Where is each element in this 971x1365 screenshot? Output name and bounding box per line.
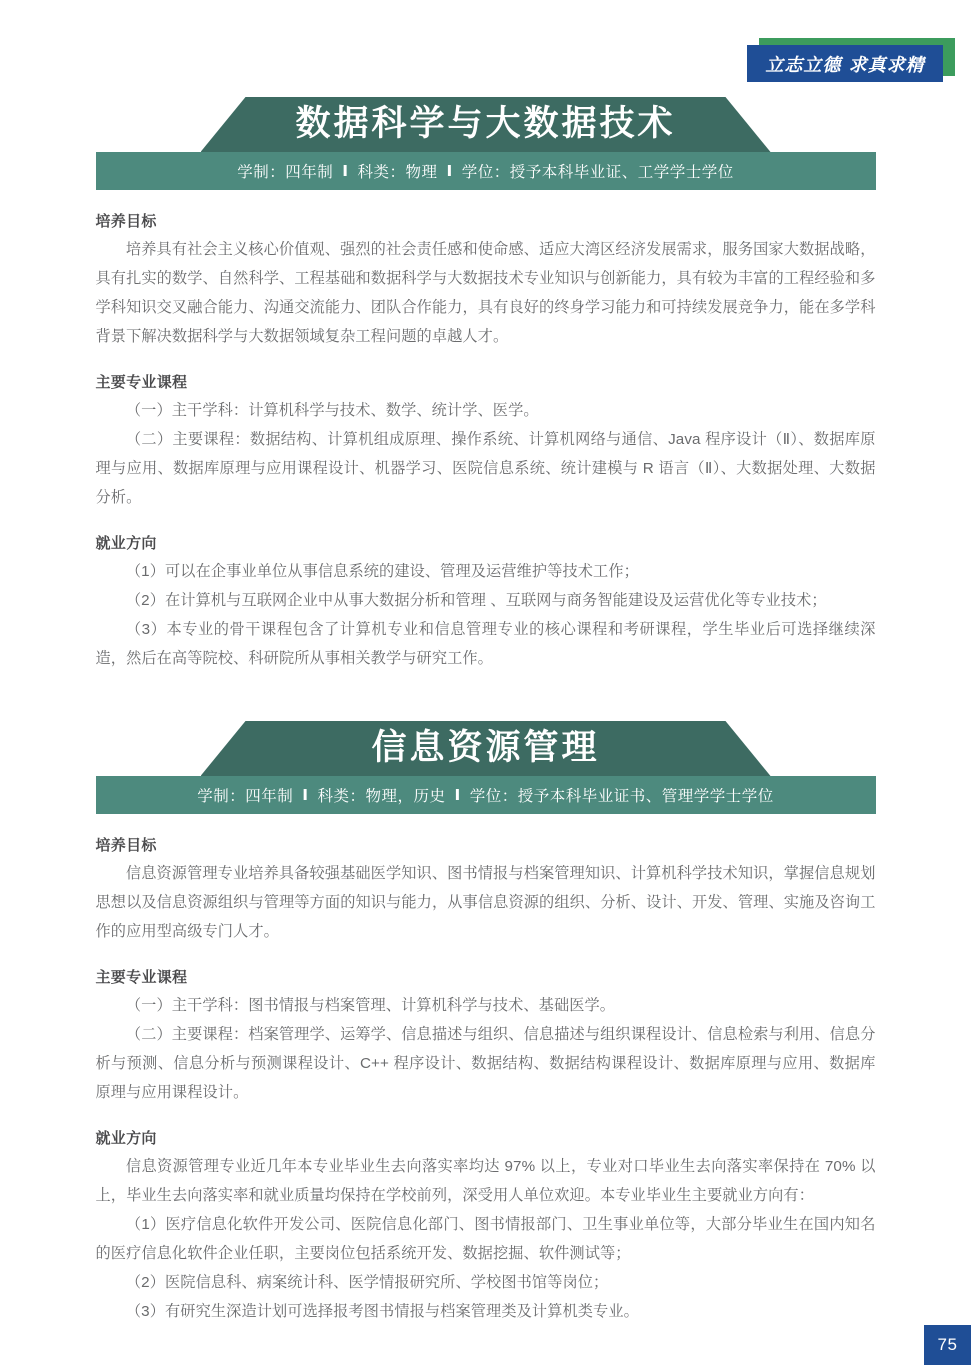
meta-separator-icon: Ⅰ xyxy=(302,786,309,804)
meta-separator-icon: Ⅰ xyxy=(342,162,349,180)
section-paragraph: （1）可以在企事业单位从事信息系统的建设、管理及运营维护等技术工作； xyxy=(125,563,639,580)
section-paragraph: （1）医疗信息化软件开发公司、医院信息化部门、图书情报部门、卫生事业单位等，大部分毕业生在国内知名的医疗信息化软件企业任职，主要岗位包括系统开发、数据挖掘、软件测试等； xyxy=(95,1216,876,1262)
meta-separator-icon: Ⅰ xyxy=(454,786,461,804)
program-title-2: 信息资源管理 xyxy=(371,728,600,767)
section-paragraph: （2）在计算机与互联网企业中从事大数据分析和管理 、互联网与商务智能建设及运营优化等专业技术； xyxy=(125,592,827,609)
page-number-badge: 75 xyxy=(924,1325,971,1365)
section-paragraph: （3）本专业的骨干课程包含了计算机专业和信息管理专业的核心课程和考研课程，学生毕业后可选择继续深造，然后在高等院校、科研院所从事相关教学与研究工作。 xyxy=(95,621,876,667)
category-label-1: 科类：物理 xyxy=(357,164,438,181)
meta-separator-icon: Ⅰ xyxy=(446,162,453,180)
section-paragraph: 信息资源管理专业近几年本专业毕业生去向落实率均达 97% 以上，专业对口毕业生去向落实率保持在 70% 以上，毕业生去向落实率和就业质量均保持在学校前列，深受用人单位欢迎。本专业毕业生主要就业方向有： xyxy=(95,1158,876,1204)
section-paragraph: （一）主干学科：图书情报与档案管理、计算机科学与技术、基础医学。 xyxy=(125,997,616,1014)
program-meta-1 xyxy=(96,152,876,190)
motto-logo xyxy=(747,38,955,82)
section-paragraph: （一）主干学科：计算机科学与技术、数学、统计学、医学。 xyxy=(125,402,539,419)
program-meta-2 xyxy=(96,776,876,814)
program-content-2 xyxy=(96,834,876,1326)
banner-title-row-1 xyxy=(96,97,876,152)
degree-label-1: 学位：授予本科毕业证、工学学士学位 xyxy=(461,164,734,181)
section-heading: 培养目标 xyxy=(95,213,157,230)
section-heading: 主要专业课程 xyxy=(95,969,188,986)
program-banner-2 xyxy=(96,721,876,814)
schooling-label-1: 学制：四年制 xyxy=(237,164,334,181)
section-paragraph: （3）有研究生深造计划可选择报考图书情报与档案管理类及计算机类专业。 xyxy=(125,1303,639,1320)
program-content-1 xyxy=(96,210,876,673)
degree-label-2: 学位：授予本科毕业证书、管理学学士学位 xyxy=(469,788,774,805)
category-label-2: 科类：物理，历史 xyxy=(317,788,446,805)
section-heading: 就业方向 xyxy=(95,1130,157,1147)
section-paragraph: （2）医院信息科、病案统计科、医学情报研究所、学校图书馆等岗位； xyxy=(125,1274,609,1291)
section-paragraph: （二）主要课程：档案管理学、运筹学、信息描述与组织、信息描述与组织课程设计、信息检索与利用、信息分析与预测、信息分析与预测课程设计、C++ 程序设计、数据结构、数据结构课程设计、数据库原理与应用、数据库原理与应用课程设计。 xyxy=(95,1026,876,1101)
section-heading: 就业方向 xyxy=(95,535,157,552)
section-paragraph: 培养具有社会主义核心价值观、强烈的社会责任感和使命感、适应大湾区经济发展需求，服务国家大数据战略，具有扎实的数学、自然科学、工程基础和数据科学与大数据技术专业知识与创新能力，具有较为丰富的工程经验和多学科知识交叉融合能力、沟通交流能力、团队合作能力，具有良好的终身学习能力和可持续发展竞争力，能在多学科背景下解决数据科学与大数据领域复杂工程问题的卓越人才。 xyxy=(95,241,876,345)
section-heading: 培养目标 xyxy=(95,837,157,854)
section-paragraph: 信息资源管理专业培养具备较强基础医学知识、图书情报与档案管理知识、计算机科学技术知识，掌握信息规划思想以及信息资源组织与管理等方面的知识与能力，从事信息资源的组织、分析、设计、开发、管理、实施及咨询工作的应用型高级专门人才。 xyxy=(95,865,876,940)
schooling-label-2: 学制：四年制 xyxy=(197,788,294,805)
banner-title-row-2 xyxy=(96,721,876,776)
section-paragraph: （二）主要课程：数据结构、计算机组成原理、操作系统、计算机网络与通信、Java 程序设计（Ⅱ）、数据库原理与应用、数据库原理与应用课程设计、机器学习、医院信息系统、统计建模与 R 语言（Ⅱ）、大数据处理、大数据分析。 xyxy=(95,431,876,506)
motto-blue-plate xyxy=(747,45,943,82)
section-heading: 主要专业课程 xyxy=(95,374,188,391)
program-title-1: 数据科学与大数据技术 xyxy=(295,104,676,143)
program-banner-1 xyxy=(96,97,876,190)
program-spacer xyxy=(0,673,971,721)
motto-text: 立志立德 求真求精 xyxy=(765,54,925,76)
